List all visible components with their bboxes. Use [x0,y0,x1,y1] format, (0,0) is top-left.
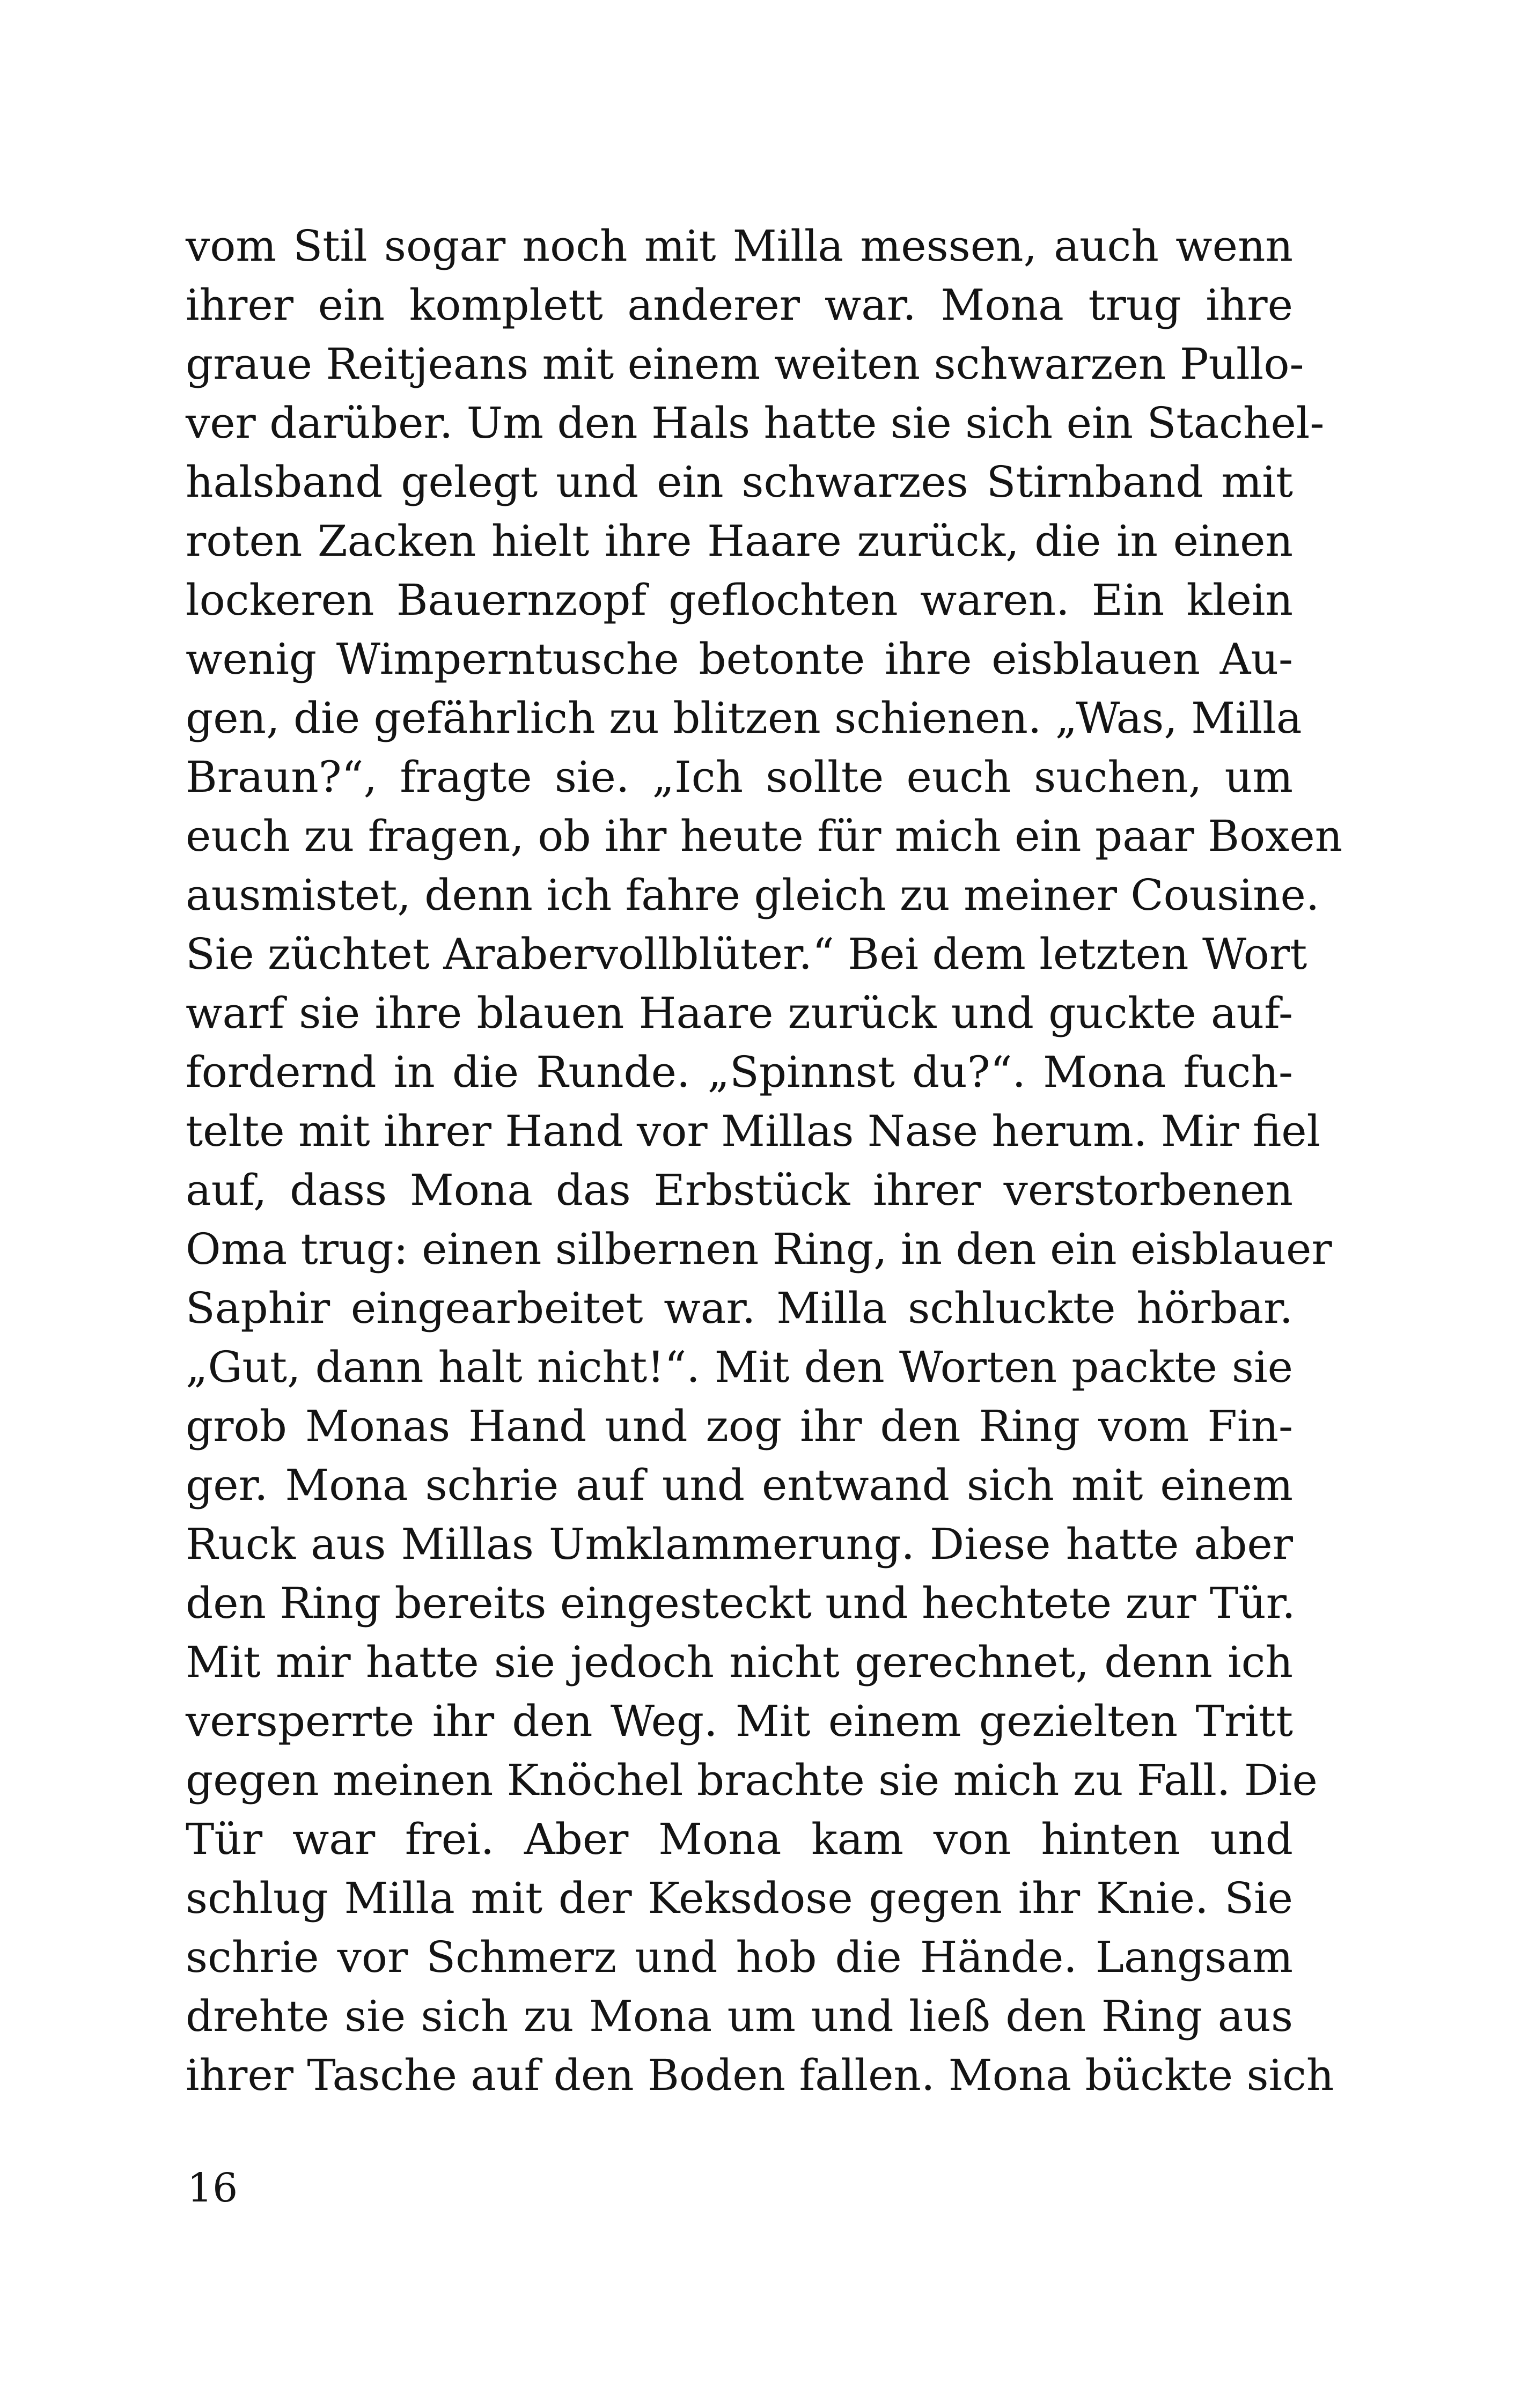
text-line: halsband gelegt und ein schwarzes Stirnband mit [186,457,1293,507]
text-line: euch zu fragen, ob ihr heute für mich ein paar Boxen [186,811,1343,861]
text-line: Tür war frei. Aber Mona kam von hinten und [186,1814,1293,1864]
text-line: den Ring bereits eingesteckt und hechtete zur Tür. [186,1578,1296,1628]
text-line: Ruck aus Millas Umklammerung. Diese hatte aber [186,1519,1293,1569]
text-line: gegen meinen Knöchel brachte sie mich zu Fall. Die [186,1755,1318,1805]
text-line: „Gut, dann halt nicht!“. Mit den Worten packte sie [186,1342,1293,1392]
text-line: ihrer ein komplett anderer war. Mona trug ihre [186,280,1293,330]
text-line: schlug Milla mit der Keksdose gegen ihr Knie. Sie [186,1873,1293,1923]
text-line: warf sie ihre blauen Haare zurück und guckte auf- [186,988,1293,1038]
text-line: auf, dass Mona das Erbstück ihrer verstorbenen [186,1165,1293,1215]
text-line: drehte sie sich zu Mona um und ließ den Ring aus [186,1991,1293,2041]
text-line: grob Monas Hand und zog ihr den Ring vom Fin- [186,1401,1293,1451]
text-line: ausmistet, denn ich fahre gleich zu meiner Cousine. [186,870,1320,920]
text-line: Oma trug: einen silbernen Ring, in den ein eisblauer [186,1224,1332,1274]
text-line: versperrte ihr den Weg. Mit einem gezielten Tritt [186,1696,1293,1746]
text-line: gen, die gefährlich zu blitzen schienen. „Was, Milla [186,693,1302,743]
text-line: Saphir eingearbeitet war. Milla schluckte hörbar. [186,1283,1293,1333]
text-line: wenig Wimperntusche betonte ihre eisblauen Au- [186,634,1293,684]
text-line: vom Stil sogar noch mit Milla messen, auch wenn [186,221,1293,271]
text-line: Braun?“, fragte sie. „Ich sollte euch suchen, um [186,752,1293,802]
text-line: ger. Mona schrie auf und entwand sich mit einem [186,1460,1293,1510]
text-line: schrie vor Schmerz und hob die Hände. Langsam [186,1932,1293,1982]
text-line: graue Reitjeans mit einem weiten schwarzen Pullo- [186,339,1304,389]
text-line: lockeren Bauernzopf geflochten waren. Ein klein [186,575,1293,625]
text-line: Mit mir hatte sie jedoch nicht gerechnet, denn ich [186,1637,1293,1687]
body-text [186,217,1343,2105]
text-line: Sie züchtet Arabervollblüter.“ Bei dem letzten Wort [186,929,1307,979]
text-line: fordernd in die Runde. „Spinnst du?“. Mona fuch- [186,1047,1293,1097]
text-line: roten Zacken hielt ihre Haare zurück, die in einen [186,516,1293,566]
text-line: ihrer Tasche auf den Boden fallen. Mona bückte sich [186,2050,1334,2100]
text-line: ver darüber. Um den Hals hatte sie sich ein Stachel- [186,398,1325,448]
page-number: 16 [187,2165,238,2211]
text-line: telte mit ihrer Hand vor Millas Nase herum. Mir fiel [186,1106,1321,1156]
